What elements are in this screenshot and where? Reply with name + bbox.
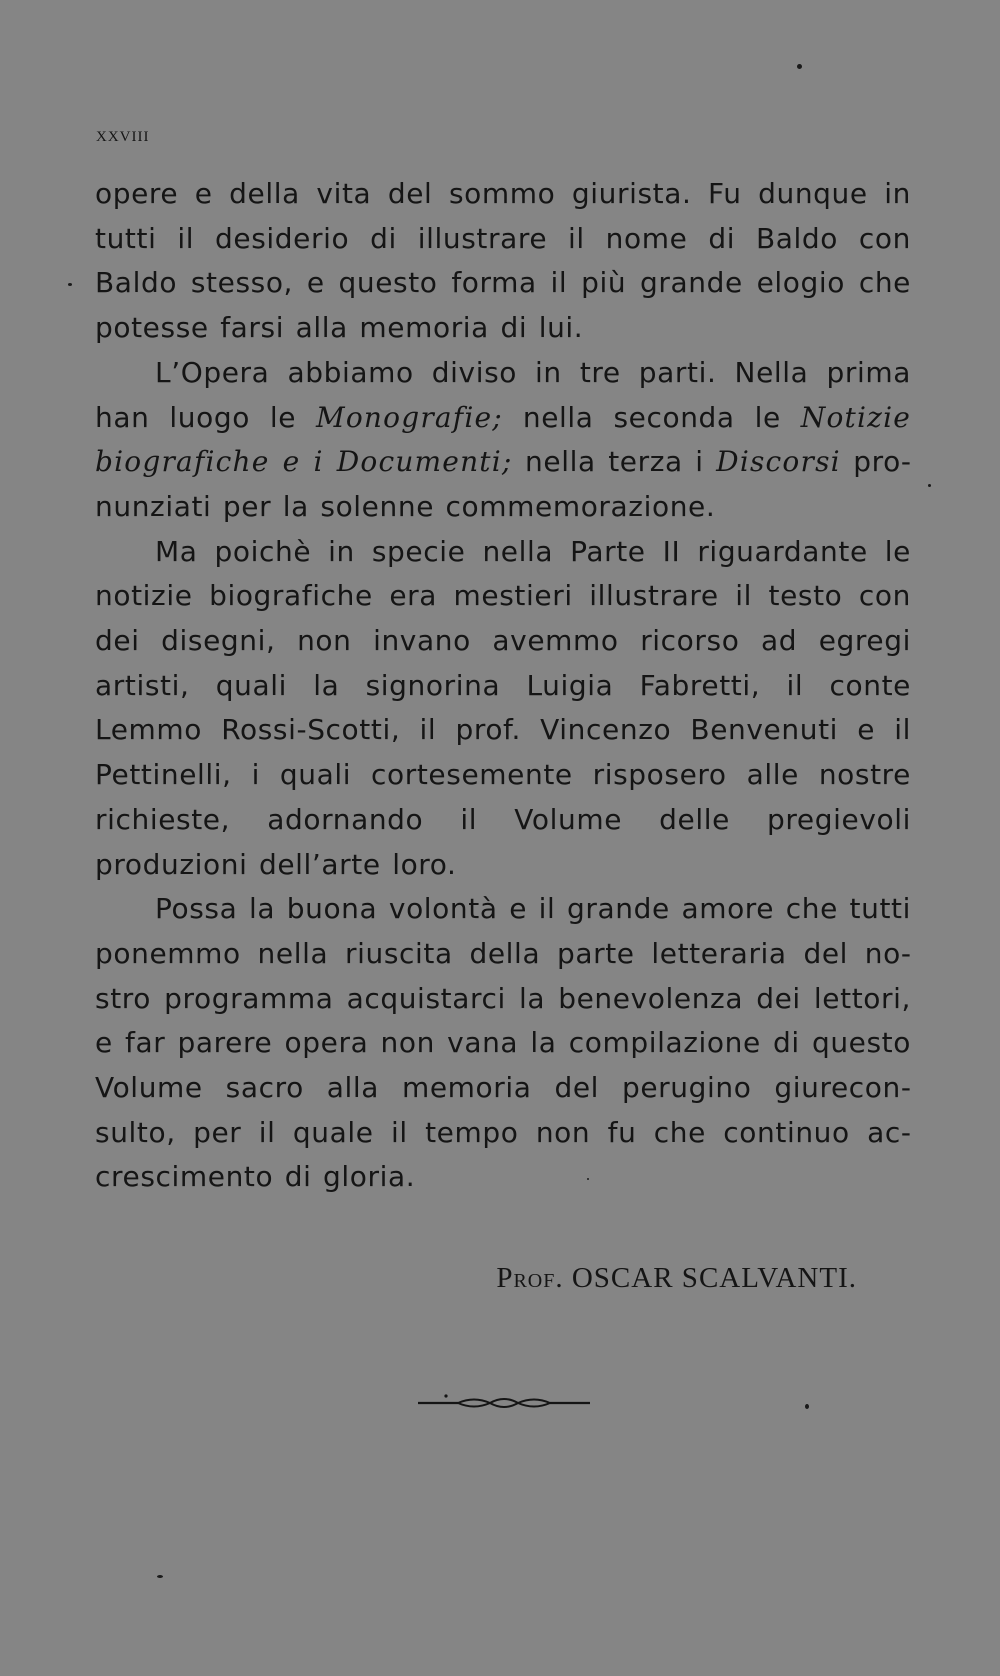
italic-title: Discorsi <box>716 445 841 479</box>
text-run: pronunziati per la solenne commemorazione. <box>95 445 911 523</box>
text-run: L’Opera abbiamo diviso in tre parti. Nella prima han luogo le <box>95 355 911 434</box>
speck <box>928 484 931 487</box>
author-signature <box>496 1262 857 1295</box>
page-number: xxviii <box>96 122 150 146</box>
text-run: nella seconda le <box>502 400 801 434</box>
paragraph-2 <box>95 351 911 530</box>
speck <box>157 1575 163 1578</box>
paragraph-1: opere e della vita del sommo giurista. Fu dunque in tutti il desiderio di illustrare il nome di Baldo con Baldo stesso, e questo forma il più grande elogio che potesse farsi alla memoria di lui. <box>95 177 911 345</box>
speck <box>805 1404 809 1409</box>
italic-title: Monografie; <box>315 400 503 434</box>
speck <box>797 64 802 69</box>
paragraph-3: Ma poichè in specie nella Parte II riguardante le notizie biografiche era mestieri illustrare il testo con dei disegni, non invano avemmo ricorso ad egregi artisti, quali la signorina Luigia Fabretti, il conte Lemmo Rossi-Scotti, il prof. Vincenzo Benvenuti e il Pettinelli, i quali cortesemente risposero alle nostre richieste, adornando il Volume delle pregievoli produzioni dell’arte loro. <box>95 534 911 881</box>
speck <box>68 283 72 286</box>
body-text <box>95 172 911 1200</box>
author-name: OSCAR SCALVANTI. <box>571 1262 857 1294</box>
text-run: nella terza i <box>512 445 717 479</box>
double-lozenge-rule-icon <box>418 1392 590 1412</box>
paragraph-4: Possa la buona volontà e il grande amore che tutti ponemmo nella riuscita della parte letteraria del nostro programma acquistarci la benevolenza dei lettori, e far parere opera non vana la compilazione di questo Volume sacro alla memoria del perugino giureconsulto, per il quale il tempo non fu che continuo accrescimento di gloria. <box>95 892 911 1194</box>
italic-title: Notizie biografiche e i Documenti; <box>95 400 911 479</box>
author-title: Prof. <box>496 1262 564 1294</box>
speck <box>587 1178 589 1180</box>
